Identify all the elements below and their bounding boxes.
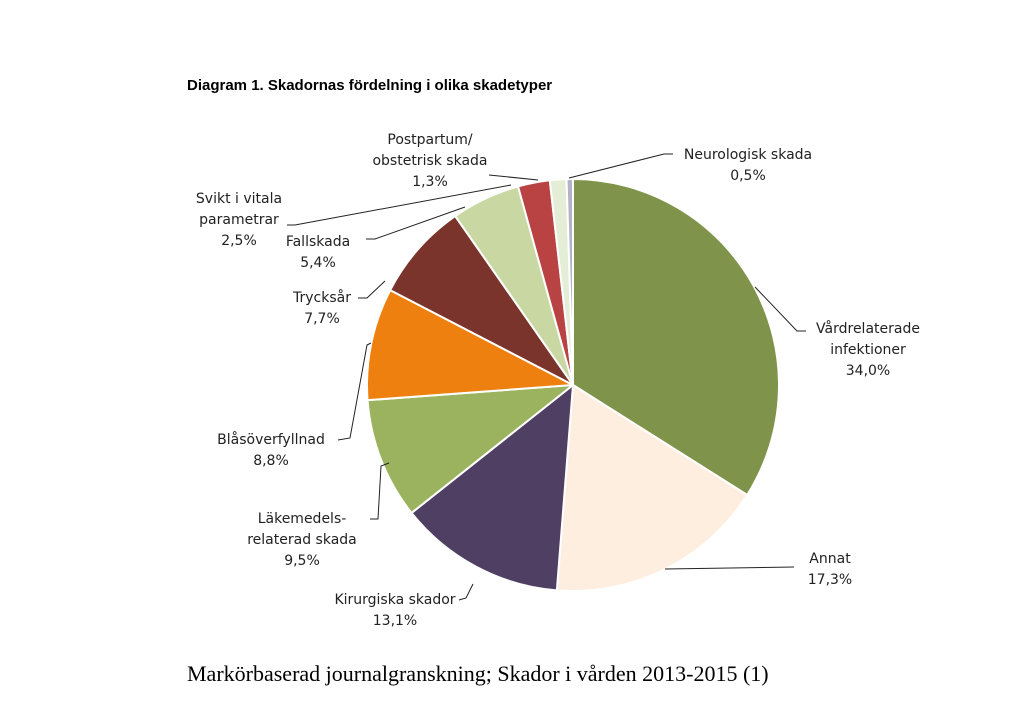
leader-line-10 xyxy=(569,154,673,178)
slice-label-4: Läkemedels-relaterad skada 9,5% xyxy=(247,511,357,569)
slice-label-10: Neurologisk skada 0,5% xyxy=(683,147,813,184)
figure-caption: Markörbaserad journalgranskning; Skador i vården 2013-2015 (1) xyxy=(187,661,769,686)
slice-label-8: Svikt i vitala parametrar 2,5% xyxy=(195,191,283,249)
slice-label-3: Kirurgiska skador 13,1% xyxy=(334,592,456,629)
slice-label-1: Vårdrelaterade infektioner 34,0% xyxy=(816,321,920,379)
slice-label-9: Postpartum/ obstetrisk skada 1,3% xyxy=(372,132,488,190)
chart-title: Diagram 1. Skadornas fördelning i olika skadetyper xyxy=(187,77,553,94)
leader-line-2 xyxy=(665,567,794,569)
slice-label-6: Trycksår 7,7% xyxy=(293,290,351,327)
leader-line-9 xyxy=(489,175,538,180)
leader-line-5 xyxy=(338,343,371,440)
slice-label-7: Fallskada 5,4% xyxy=(285,234,351,271)
slice-label-5: Blåsöverfyllnad 8,8% xyxy=(217,432,325,469)
leader-line-6 xyxy=(358,281,385,298)
slice-label-2: Annat 17,3% xyxy=(807,551,853,588)
leader-line-3 xyxy=(459,584,473,600)
